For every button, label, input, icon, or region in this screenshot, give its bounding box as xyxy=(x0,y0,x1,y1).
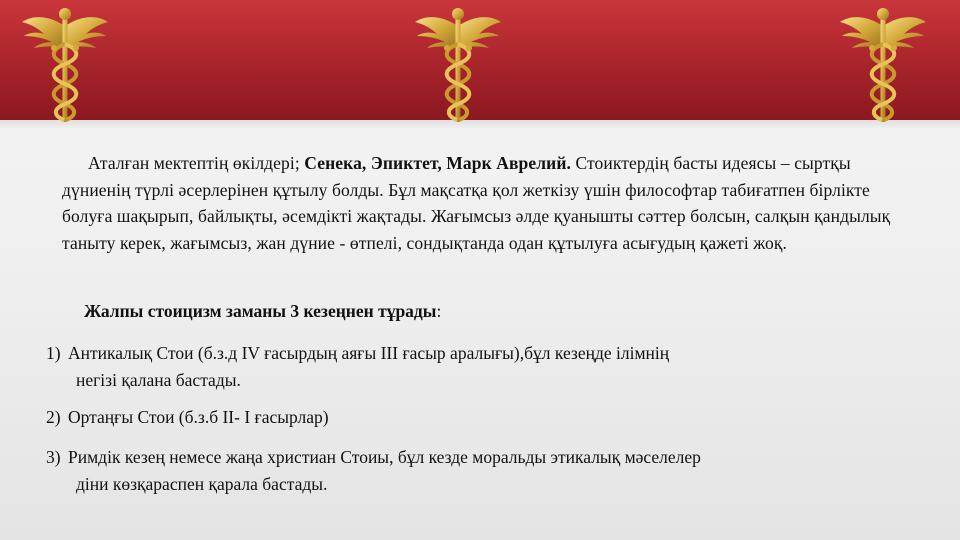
caduceus-icon xyxy=(838,4,928,128)
list-line: Римдік кезең немесе жаңа христиан Стоиы, бұл кезде моральды этикалық мәселелер xyxy=(68,447,701,467)
caduceus-icon xyxy=(20,4,110,128)
intro-paragraph xyxy=(62,150,912,256)
paragraph-intro: Аталған мектептің өкілдері; xyxy=(88,153,305,173)
caduceus-icon xyxy=(413,4,503,128)
list-line: Антикалық Стои (б.з.д IV ғасырдың аяғы III ғасыр аралығы),бұл кезеңде ілімнің xyxy=(68,343,670,363)
heading-colon: : xyxy=(436,301,442,321)
list-line-continuation: діни көзқараспен қарала бастады. xyxy=(76,473,328,494)
list-number: 2) xyxy=(46,407,61,427)
list-number: 3) xyxy=(46,447,61,467)
list-text xyxy=(68,444,918,497)
philosopher-names: Сенека, Эпиктет, Марк Аврелий. xyxy=(304,153,571,173)
list-line: Ортаңғы Стои (б.з.б II- I ғасырлар) xyxy=(68,407,329,427)
list-text xyxy=(68,404,918,431)
heading-text: Жалпы стоицизм заманы 3 кезеңнен тұрады xyxy=(84,301,437,321)
section-heading xyxy=(62,298,912,324)
list-number: 1) xyxy=(46,343,61,363)
list-line-continuation: негізі қалана бастады. xyxy=(76,369,241,390)
paragraph-body: Стоиктердің басты идеясы – сыртқы дүниенің түрлі әсерлерінен құтылу болды. Бұл мақсатқа қол жеткізу үшін философтар табиғатпен бірлікте болуға шақырып, байлықты, әсемдікті жақтады. Жағымсыз әлде қуанышты сәттер болсын, салқын қандылық таныту керек, жағымсыз, жан дүние - өтпелі, сондықтанда одан құтылуға асығудың қажеті жоқ. xyxy=(62,153,891,253)
list-text xyxy=(68,340,918,393)
slide-content xyxy=(0,140,960,540)
